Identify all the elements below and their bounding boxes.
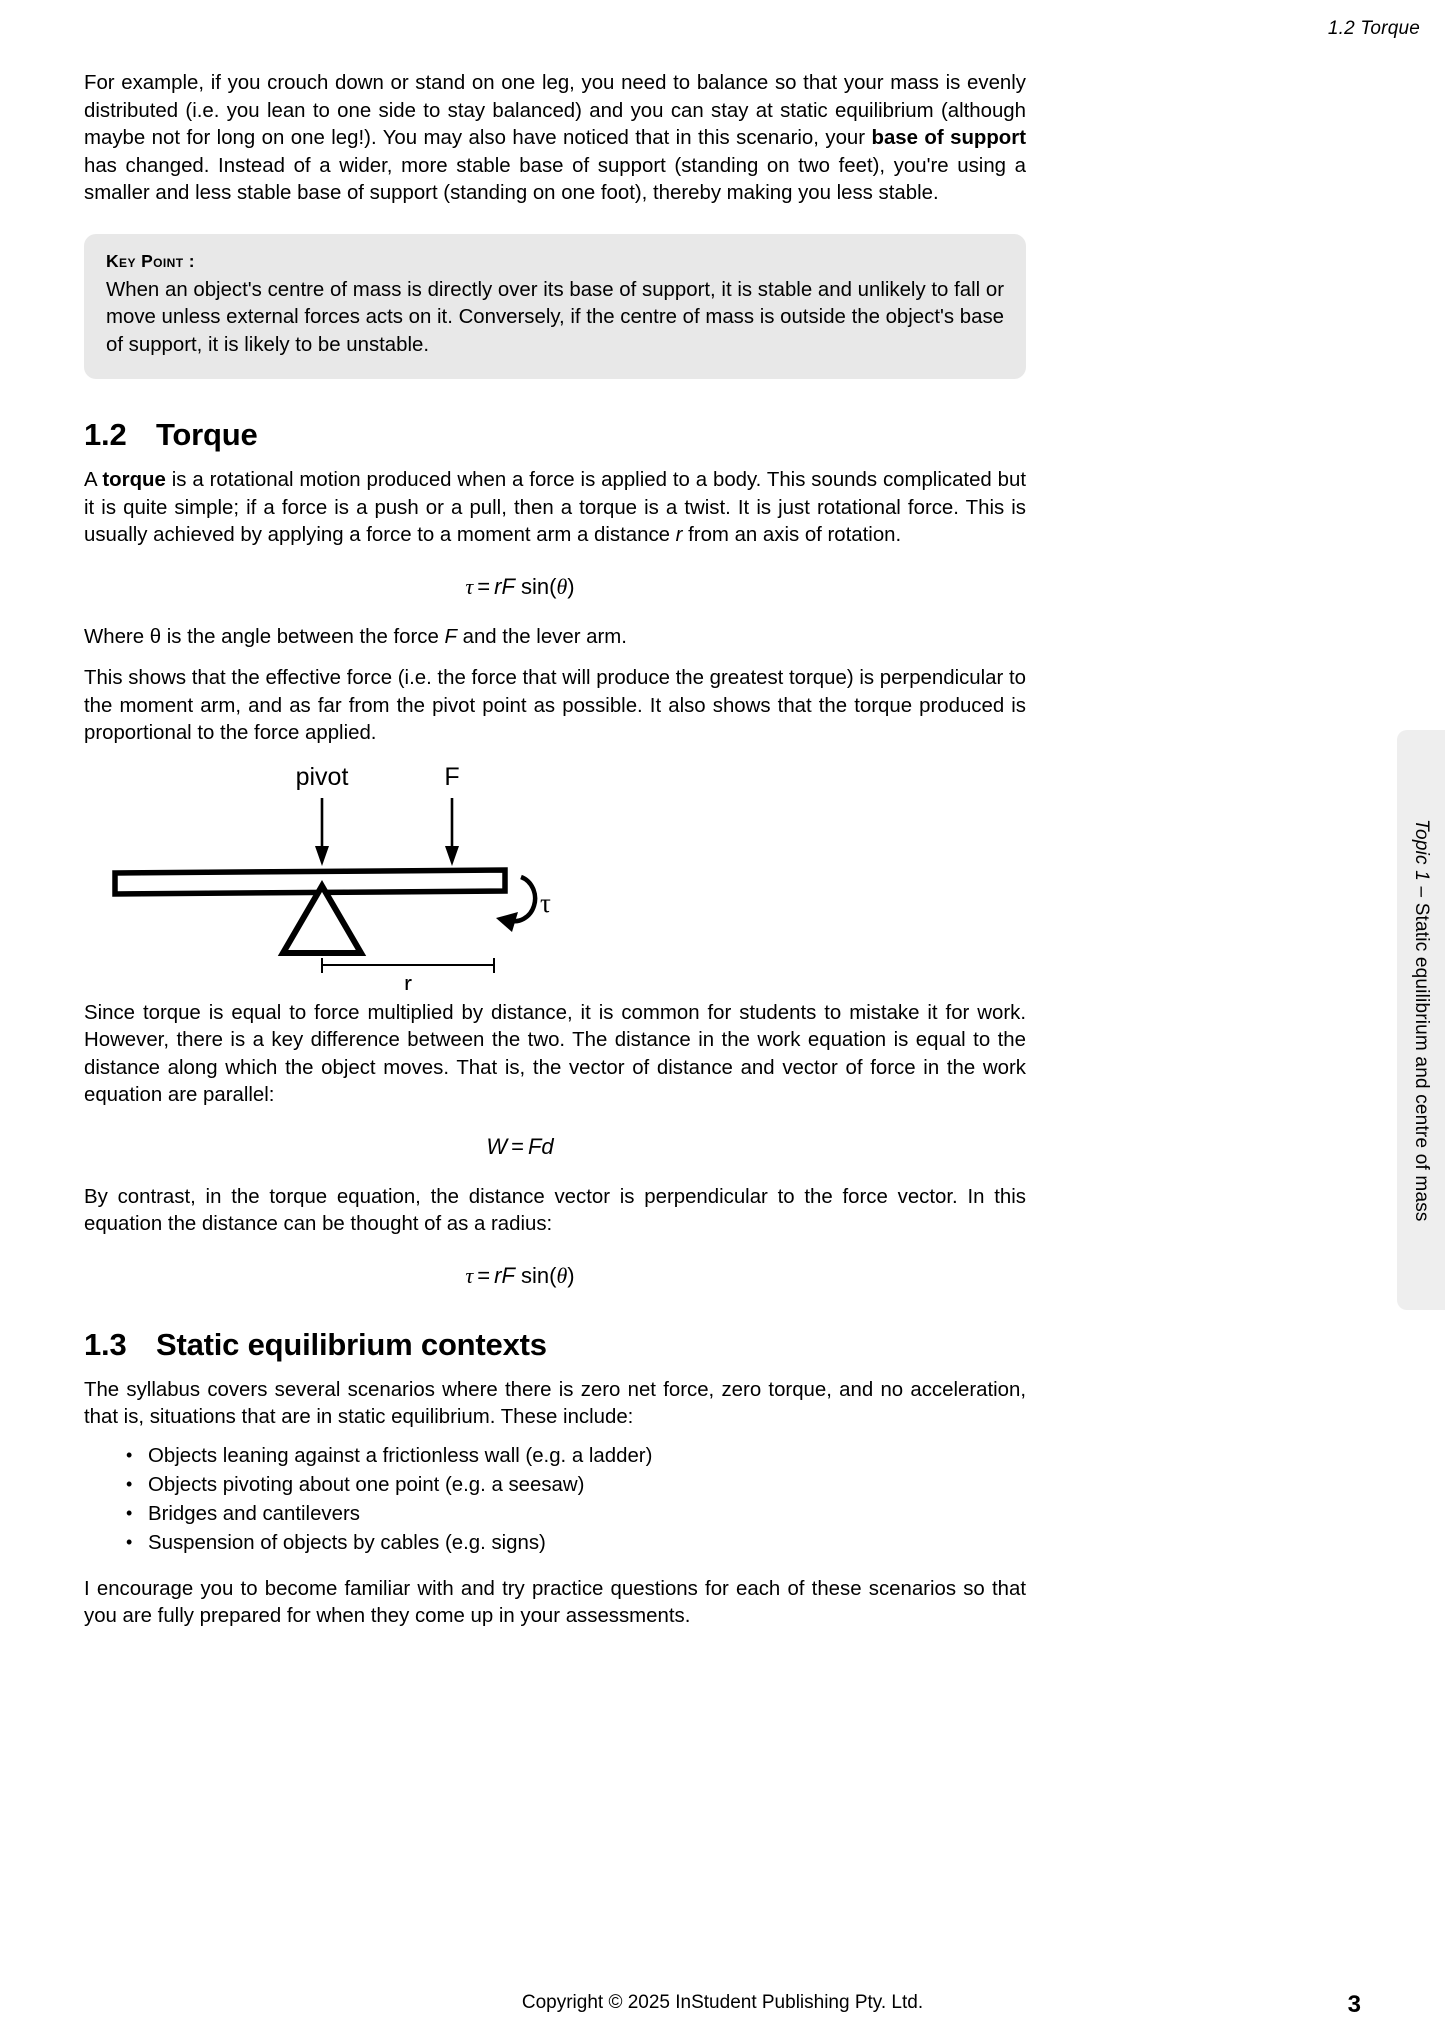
list-item: • Objects leaning against a frictionless wall (e.g. a ladder)	[126, 1442, 1026, 1471]
equation2-tau: τ	[465, 1262, 474, 1288]
section-number: 1.2	[84, 417, 127, 452]
intro-text-b: has changed. Instead of a wider, more stable base of support (standing on two feet), you're using a smaller and less stable base of support (standing on one foot), thereby making you less stable.	[84, 154, 1026, 204]
equation2-close-paren: )	[567, 1262, 575, 1288]
equation-torque-2	[84, 1263, 1026, 1289]
page-content	[84, 70, 1026, 1631]
where-text-b: is the angle between the force	[161, 625, 445, 648]
where-line	[84, 624, 1026, 652]
torque-text-a: A	[84, 469, 103, 491]
intro-text-a: For example, if you crouch down or stand on one leg, you need to balance so that your mass is evenly distributed (i.e. you lean to one side to stay balanced) and you can stay at static equilibrium (although maybe not for long on one leg!). You may also have noticed that in this scenario, your	[84, 72, 1026, 149]
equation2-F: F	[501, 1262, 515, 1288]
torque-var-r: r	[675, 524, 683, 546]
torque-paragraph-3: Since torque is equal to force multiplied by distance, it is common for students to mistake it for work. However, there is a key difference between the two. The distance in the work equation is equal to the distance along which the object moves. That is, the vector of distance and vector of force in the work equation are parallel:	[84, 1001, 1026, 1106]
figure-label-pivot: pivot	[295, 762, 349, 791]
torque-text-b: is a rotational motion produced when a force is applied to a body. This sounds complicated but it is quite simple; if a force is a push or a pull, then a torque is a twist. It is just rotational force. This is usually achieved by applying a force to a moment arm a distance	[84, 469, 1026, 546]
lever-bar	[115, 870, 505, 894]
list-item: • Objects pivoting about one point (e.g. a seesaw)	[126, 1471, 1026, 1500]
equation-Fd: Fd	[527, 1133, 554, 1159]
footer-copyright: Copyright © 2025 InStudent Publishing Pty. Ltd.	[521, 1992, 924, 2013]
equation2-r: r	[494, 1262, 502, 1288]
figure-label-tau: τ	[540, 887, 551, 918]
torque-diagram	[84, 760, 1026, 990]
pivot-arrow-head	[315, 846, 329, 866]
where-text-c: and the lever arm.	[456, 625, 627, 648]
section-number-1-3: 1.3	[84, 1326, 127, 1362]
torque-diagram-svg	[84, 760, 1026, 990]
contexts-paragraph-2: I encourage you to become familiar with and try practice questions for each of these scenarios so that you are fully prepared for when they come up in your assessments.	[84, 1577, 1026, 1627]
list-item: • Bridges and cantilevers	[126, 1500, 1026, 1529]
section-heading-1-2	[84, 417, 1026, 453]
torque-paragraph-2: This shows that the effective force (i.e. the force that will produce the greatest torque) is perpendicular to the moment arm, and as far from the pivot point as possible. It also shows that the torque produced is proportional to the force applied.	[84, 667, 1026, 744]
running-header: 1.2 Torque	[1327, 18, 1420, 39]
where-F: F	[444, 625, 457, 648]
equation-theta: θ	[556, 573, 568, 599]
torque-paragraph-4: By contrast, in the torque equation, the distance vector is perpendicular to the force vector. In this equation the distance can be thought of as a radius:	[84, 1185, 1026, 1235]
section-title-1-3: Static equilibrium contexts	[156, 1326, 547, 1362]
equation-tau: τ	[465, 573, 474, 599]
torque-paragraph-1	[84, 467, 1026, 550]
torque-bold-term: torque	[102, 469, 166, 491]
equation-W: W	[486, 1133, 508, 1159]
equation2-theta: θ	[556, 1262, 568, 1288]
intro-paragraph	[84, 70, 1026, 208]
torque-arrow-head	[496, 912, 518, 932]
equation-close-paren: )	[567, 573, 575, 599]
equation2-sin: sin(	[521, 1262, 557, 1288]
where-text-a: Where	[84, 625, 150, 648]
key-point-box	[84, 234, 1026, 380]
equation-F: F	[501, 573, 515, 599]
list-item: • Suspension of objects by cables (e.g. signs)	[126, 1529, 1026, 1558]
figure-label-r: r	[404, 970, 412, 990]
equation2-equals: =	[477, 1262, 491, 1288]
equation-torque-1	[84, 574, 1026, 600]
topic-side-tab	[1397, 730, 1445, 1310]
torque-text-c: from an axis of rotation.	[682, 524, 902, 546]
equation-r: r	[494, 573, 502, 599]
intro-bold-term: base of support	[871, 127, 1026, 149]
figure-label-force: F	[444, 762, 460, 791]
contexts-paragraph-1: The syllabus covers several scenarios where there is zero net force, zero torque, and no acceleration, that is, situations that are in static equilibrium. These include:	[84, 1378, 1026, 1428]
contexts-bullet-list	[84, 1442, 1026, 1558]
key-point-title: Key Point :	[106, 250, 195, 271]
force-arrow-head	[445, 846, 459, 866]
equation-work-equals: =	[511, 1133, 524, 1159]
equation-sin: sin(	[521, 573, 557, 599]
fulcrum-triangle	[283, 886, 361, 953]
section-heading-1-3	[84, 1327, 1026, 1363]
topic-side-tab-topic: Topic 1 –	[1411, 818, 1432, 903]
key-point-body: When an object's centre of mass is directly over its base of support, it is stable and unlikely to fall or move unless external forces acts on it. Conversely, if the centre of mass is outside the object's base of support, it is likely to be unstable.	[106, 278, 1004, 356]
topic-side-tab-text	[1410, 819, 1432, 1222]
section-title: Torque	[156, 417, 258, 452]
footer-page-number: 3	[1347, 1991, 1361, 2018]
where-theta: θ	[149, 625, 162, 648]
equation-equals: =	[477, 573, 491, 599]
topic-side-tab-title: Static equilibrium and centre of mass	[1411, 902, 1432, 1222]
equation-work	[84, 1134, 1026, 1160]
